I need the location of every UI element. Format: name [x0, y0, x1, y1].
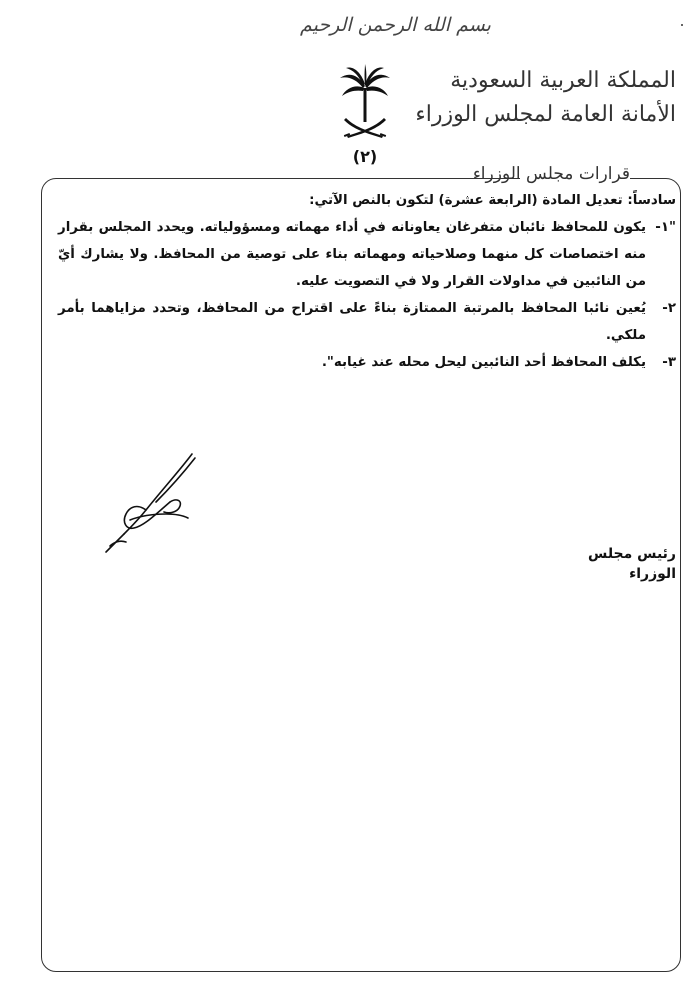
item-number: ٣-	[662, 355, 676, 370]
handwritten-signature	[100, 450, 210, 555]
item-number: ٢-	[662, 301, 676, 316]
basmala-header	[300, 14, 491, 50]
scan-dot	[681, 24, 683, 26]
list-item	[58, 349, 676, 376]
list-item	[58, 295, 676, 349]
frame-section-label: قرارات مجلس الوزراء	[472, 164, 630, 184]
article-intro: سادساً: تعديل المادة (الرابعة عشرة) لتكون بالنص الآتي:	[309, 193, 676, 208]
basmala-text: بسم الله الرحمن الرحيم	[300, 14, 491, 36]
item-text: يكلف المحافظ أحد النائبين ليحل محله عند غيابه".	[321, 355, 646, 370]
decision-body	[58, 187, 676, 376]
kingdom-name: المملكة العربية السعودية	[450, 68, 676, 93]
palm-swords-emblem-icon	[338, 64, 392, 146]
item-text: يُعين نائبا المحافظ بالمرتبة الممتازة بناءً على اقتراح من المحافظ، وتحدد مزاياهما بأمر ملكي.	[58, 301, 646, 343]
item-number: "١-	[655, 220, 676, 235]
page-number: (٢)	[352, 147, 378, 166]
secretariat-name: الأمانة العامة لمجلس الوزراء	[415, 102, 676, 127]
signatory-title: رئيس مجلس الوزراء	[588, 546, 676, 582]
list-item	[58, 214, 676, 295]
item-text: يكون للمحافظ نائبان متفرغان يعاونانه في أداء مهماته ومسؤولياته. ويحدد المجلس بقرار منه اختصاصات كل منهما وصلاحياته ومهماته بناء على توصية من المحافظ. ولا يشارك أيّ من النائبين في مداولات القرار ولا في التصويت عليه.	[58, 220, 646, 289]
